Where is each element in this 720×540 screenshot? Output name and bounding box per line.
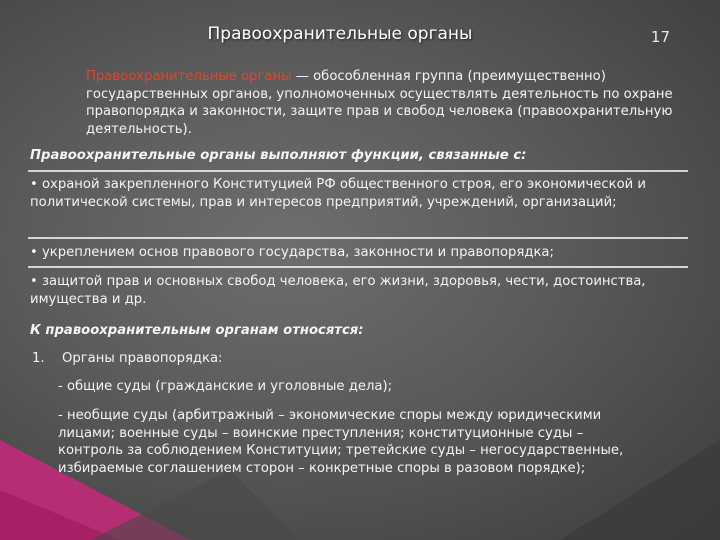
divider (28, 266, 688, 268)
bodies-list-label: Органы правопорядка: (62, 351, 223, 366)
definition-term: Правоохранительные органы (86, 69, 292, 84)
subitem-general-courts: - общие суды (гражданские и уголовные дела); (58, 379, 393, 394)
functions-item-3: • защитой прав и основных свобод человека, его жизни, здоровья, чести, достоинства, имущества и др. (30, 274, 646, 307)
slide-title: Правоохранительные органы (207, 24, 473, 44)
bodies-list-number: 1. (32, 351, 45, 366)
definition-text: — обособленная группа (преимущественно) государственных органов, уполномоченных осуществлять деятельность по охране правопорядка и законности, защите прав и свобод человека (правоохранительную деятельность). (86, 69, 673, 137)
subitem-other-courts: - необщие суды (арбитражный – экономические споры между юридическими лицами; военные суды – воинские преступления; конституционные суды – контроль за соблюдением Конституции; третейские суды – негосударственные, избираемые соглашением сторон – конкретные споры в разовом порядке); (58, 408, 624, 476)
bodies-heading: К правоохранительным органам относятся: (30, 323, 364, 338)
functions-heading: Правоохранительные органы выполняют функции, связанные с: (30, 148, 527, 163)
divider (28, 170, 688, 172)
functions-item-2: • укреплением основ правового государства, законности и правопорядка; (30, 245, 554, 260)
definition-paragraph (86, 68, 686, 138)
divider (28, 237, 688, 239)
page-number: 17 (650, 28, 670, 46)
functions-item-1: • охраной закрепленного Конституцией РФ общественного строя, его экономической и политической системы, прав и интересов предприятий, учреждений, организаций; (30, 177, 646, 210)
